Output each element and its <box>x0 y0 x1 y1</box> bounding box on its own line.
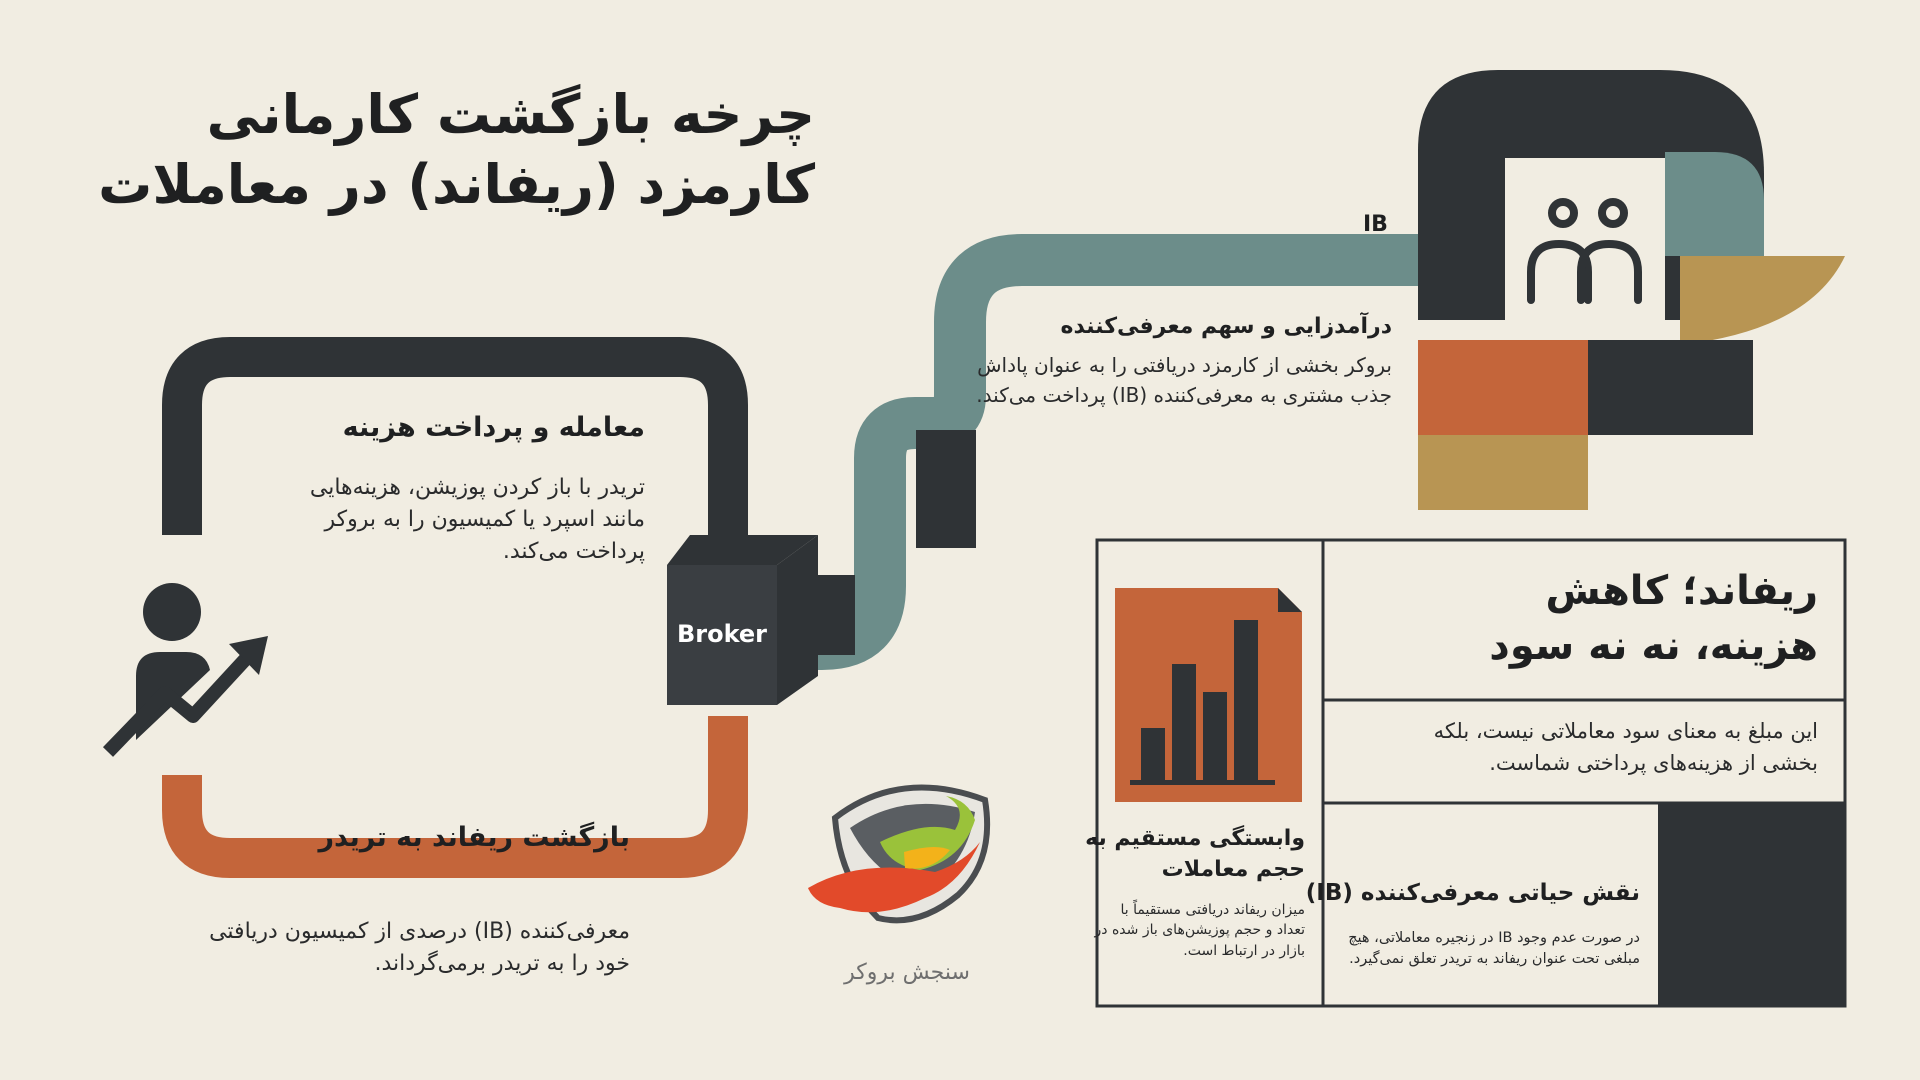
ib-block-dark-lower <box>1588 340 1753 435</box>
ib-income-title: درآمدزایی و سهم معرفی‌کننده <box>1060 314 1392 339</box>
ib-block-gold-lower <box>1418 435 1588 510</box>
refund-box-desc: این مبلغ به معنای سود معاملاتی نیست، بلکه بخشی از هزینه‌های پرداختی شماست. <box>1433 719 1818 775</box>
ib-role-desc: در صورت عدم وجود IB در زنجیره معاملاتی، هیچ مبلغی تحت عنوان ریفاند به تریدر تعلق نمی‌گیرد. <box>1348 930 1640 968</box>
trade-step-desc: تریدر با باز کردن پوزیشن، هزینه‌هایی مانند اسپرد یا کمیسیون را به بروکر پرداخت می‌کند. <box>309 475 645 564</box>
brand-logo-icon <box>808 788 987 921</box>
volume-desc: میزان ریفاند دریافتی مستقیماً با تعداد و حجم پوزیشن‌های باز شده در بازار در ارتباط است. <box>1094 902 1305 959</box>
ib-label: IB <box>1363 212 1388 237</box>
trader-growth-icon <box>108 583 268 752</box>
volume-title: وابستگی مستقیم به حجم معاملات <box>1085 826 1305 882</box>
broker-label: Broker <box>676 620 768 648</box>
bar-chart-document-icon <box>1115 588 1302 802</box>
info-box-dark-panel <box>1658 803 1845 1006</box>
refund-step-desc: معرفی‌کننده (IB) درصدی از کمیسیون دریافتی خود را به تریدر برمی‌گرداند. <box>209 919 630 976</box>
refund-step-title: بازگشت ریفاند به تریدر <box>318 822 630 853</box>
ib-block-teal <box>1665 152 1764 256</box>
ib-block-orange <box>1418 340 1588 435</box>
refund-box-title: ریفاند؛ کاهش هزینه، نه نه سود <box>1489 568 1818 670</box>
trade-step-title: معامله و پرداخت هزینه <box>342 412 645 443</box>
ib-block-gold <box>1680 256 1845 345</box>
main-title: چرخه بازگشت کارمانی کارمزد (ریفاند) در معاملات <box>98 83 815 217</box>
ib-income-desc: بروکر بخشی از کارمزد دریافتی را به عنوان پاداش جذب مشتری به معرفی‌کننده (IB) پرداخت می‌کند. <box>976 353 1392 407</box>
pipe-segment-dark <box>916 430 976 548</box>
brand-logo-text: سنجش بروکر <box>844 960 970 985</box>
ib-role-title: نقش حیاتی معرفی‌کننده (IB) <box>1305 880 1640 906</box>
